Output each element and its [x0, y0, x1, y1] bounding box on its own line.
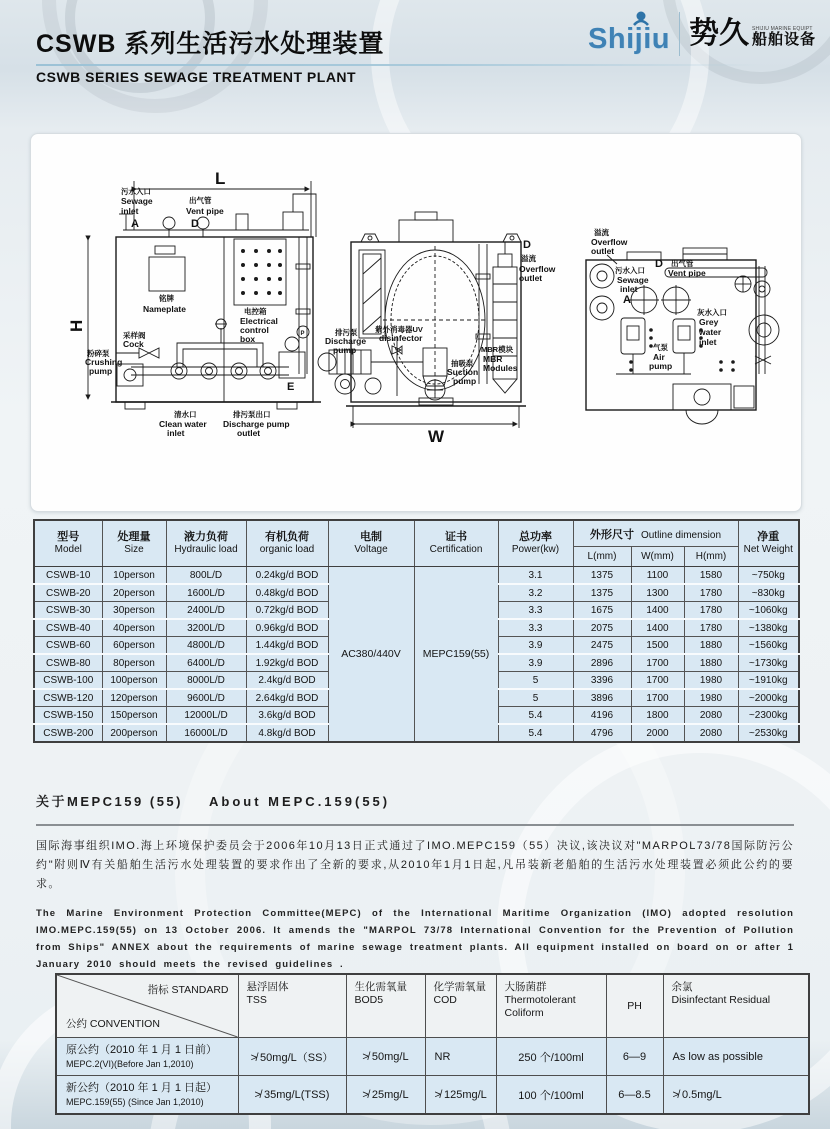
size-cell: 100person	[102, 672, 166, 690]
height-cell: 1780	[684, 619, 738, 637]
label-crushing-pump-en2: pump	[89, 366, 113, 376]
page-title-en: CSWB SERIES SEWAGE TREATMENT PLANT	[36, 69, 357, 85]
about-paragraph-zh: 国际海事组织IMO.海上环境保护委员会于2006年10月13日正式通过了IMO.MEPC159（55）决议,该决议对"MARPOL73/78国际防污公约"附则Ⅳ有关船舶生活污水处理装置的要求作出了全新的要求,从2010年1月1日起,凡吊装新老船舶的生活污水处理装置必须此公约的要求。	[36, 840, 794, 890]
top-air-zh: 气泵	[653, 343, 668, 352]
label-control-box-en1: Electrical	[240, 316, 278, 326]
power-cell: 3.9	[498, 654, 573, 672]
width-cell: 1700	[631, 689, 684, 707]
col-header-organic: 有机负荷 organic load	[246, 520, 328, 567]
size-cell: 10person	[102, 567, 166, 585]
mark-a: A	[131, 218, 139, 230]
power-cell: 3.3	[498, 619, 573, 637]
ph-value: 6—9	[606, 1038, 663, 1076]
bod-value: ≯ 50mg/L	[346, 1038, 425, 1076]
label-sewage-inlet-en: Sewage	[121, 196, 153, 206]
organic-load-cell: 3.6kg/d BOD	[246, 707, 328, 725]
label-clean-water-en2: inlet	[167, 428, 185, 438]
height-cell: 1880	[684, 637, 738, 655]
model-cell: CSWB-10	[34, 567, 102, 585]
organic-load-cell: 0.48kg/d BOD	[246, 584, 328, 602]
width-cell: 2000	[631, 724, 684, 742]
width-cell: 1500	[631, 637, 684, 655]
col-header-bod5: 生化需氧量 BOD5	[346, 974, 425, 1038]
title-divider	[36, 64, 763, 66]
length-cell: 1375	[573, 567, 631, 585]
front-view-drawing	[67, 169, 321, 438]
model-cell: CSWB-30	[34, 602, 102, 620]
label-discharge-outlet-en2: outlet	[237, 428, 261, 438]
label-uv-en: disinfector	[379, 333, 423, 343]
height-cell: 1780	[684, 602, 738, 620]
label-cock-zh: 采样阀	[123, 331, 146, 340]
col-header-tss: 悬浮固体 TSS	[238, 974, 346, 1038]
residual-value: ≯ 0.5mg/L	[663, 1076, 809, 1115]
label-sewage-inlet-zh: 污水入口	[121, 187, 151, 196]
height-cell: 2080	[684, 707, 738, 725]
top-grey-en1: Grey	[699, 317, 719, 327]
organic-load-cell: 0.72kg/d BOD	[246, 602, 328, 620]
hydraulic-load-cell: 1600L/D	[166, 584, 246, 602]
label-overflow-en1: Overflow	[519, 264, 556, 274]
size-cell: 30person	[102, 602, 166, 620]
model-cell: CSWB-60	[34, 637, 102, 655]
top-overflow-zh: 溢流	[594, 228, 609, 237]
spec-row	[34, 567, 799, 585]
length-cell: 3396	[573, 672, 631, 690]
length-cell: 1375	[573, 584, 631, 602]
label-control-box-en2: control	[240, 325, 269, 335]
width-cell: 1700	[631, 654, 684, 672]
corner-cell	[56, 974, 238, 1038]
size-cell: 20person	[102, 584, 166, 602]
length-cell: 4796	[573, 724, 631, 742]
label-sewage-inlet-en2: inlet	[121, 206, 139, 216]
model-cell: CSWB-120	[34, 689, 102, 707]
technical-drawing-panel	[30, 133, 802, 512]
tss-value: ≯ 35mg/L(TSS)	[238, 1076, 346, 1115]
model-cell: CSWB-80	[34, 654, 102, 672]
height-cell: 1980	[684, 689, 738, 707]
top-sewage-zh: 污水入口	[615, 266, 645, 275]
label-mbr-en1: MBR	[483, 354, 503, 364]
label-suction-pump-en2: pump	[453, 376, 477, 386]
height-cell: 1780	[684, 584, 738, 602]
top-grey-en2: water	[699, 327, 722, 337]
spec-table-body	[34, 567, 799, 743]
weight-cell: ~830kg	[738, 584, 799, 602]
length-cell: 4196	[573, 707, 631, 725]
size-cell: 200person	[102, 724, 166, 742]
about-section	[36, 791, 794, 983]
certification-cell: MEPC159(55)	[414, 567, 498, 743]
row-header: 新公约（2010 年 1 月 1 日起） MEPC.159(55) (Since Jan 1,2010)	[56, 1076, 238, 1115]
logo-person-icon	[632, 11, 650, 26]
organic-load-cell: 2.64kg/d BOD	[246, 689, 328, 707]
width-cell: 1800	[631, 707, 684, 725]
ph-value: 6—8.5	[606, 1076, 663, 1115]
model-cell: CSWB-100	[34, 672, 102, 690]
label-crushing-pump-en1: Crushing	[85, 357, 123, 367]
organic-load-cell: 1.92kg/d BOD	[246, 654, 328, 672]
length-cell: 3896	[573, 689, 631, 707]
length-cell: 2075	[573, 619, 631, 637]
hydraulic-load-cell: 12000L/D	[166, 707, 246, 725]
organic-load-cell: 2.4kg/d BOD	[246, 672, 328, 690]
residual-value: As low as possible	[663, 1038, 809, 1076]
weight-cell: ~2530kg	[738, 724, 799, 742]
size-cell: 60person	[102, 637, 166, 655]
length-cell: 2896	[573, 654, 631, 672]
side-view-drawing	[318, 212, 556, 446]
power-cell: 3.9	[498, 637, 573, 655]
label-discharge-pump-en2: pump	[333, 345, 357, 355]
col-header-size: 处理量 Size	[102, 520, 166, 567]
label-vent-pipe-zh: 出气管	[189, 196, 212, 205]
label-suction-pump-en1: Suction	[447, 367, 479, 377]
width-cell: 1300	[631, 584, 684, 602]
weight-cell: ~750kg	[738, 567, 799, 585]
dim-H: H	[67, 319, 86, 332]
col-header-certification: 证书 Certification	[414, 520, 498, 567]
organic-load-cell: 1.44kg/d BOD	[246, 637, 328, 655]
organic-load-cell: 4.8kg/d BOD	[246, 724, 328, 742]
top-vent-en: Vent pipe	[668, 268, 706, 278]
mark-e: E	[287, 381, 295, 393]
top-air-en2: pump	[649, 361, 673, 371]
col-header-ph: PH	[606, 974, 663, 1038]
top-overflow-en1: Overflow	[591, 237, 628, 247]
power-cell: 3.3	[498, 602, 573, 620]
label-mbr-zh: MBR模块	[481, 345, 514, 354]
height-cell: 1980	[684, 672, 738, 690]
company-logo	[588, 12, 816, 56]
logo-brand-text: Shijiu	[588, 22, 670, 55]
model-cell: CSWB-150	[34, 707, 102, 725]
power-cell: 3.2	[498, 584, 573, 602]
tss-value: ≯ 50mg/L（SS）	[238, 1038, 346, 1076]
length-cell: 2475	[573, 637, 631, 655]
col-header-outline: 外形尺寸 Outline dimension	[573, 520, 738, 547]
top-sewage-en2: inlet	[620, 284, 638, 294]
weight-cell: ~2000kg	[738, 689, 799, 707]
hydraulic-load-cell: 2400L/D	[166, 602, 246, 620]
label-clean-water-zh: 清水口	[174, 410, 197, 419]
label-discharge-outlet-zh: 排污泵出口	[233, 410, 271, 419]
label-discharge-pump-en1: Discharge	[325, 336, 367, 346]
control-panel-knobs	[241, 249, 282, 295]
label-overflow-en2: outlet	[519, 273, 543, 283]
weight-cell: ~2300kg	[738, 707, 799, 725]
label-suction-pump-zh: 抽吸泵	[451, 359, 474, 368]
label-nameplate-en: Nameplate	[143, 304, 186, 314]
page-title-zh: CSWB 系列生活污水处理装置	[36, 30, 385, 58]
label-cock-en: Cock	[123, 339, 144, 349]
top-view-drawing	[586, 227, 779, 424]
hydraulic-load-cell: 800L/D	[166, 567, 246, 585]
col-header-voltage: 电制 Voltage	[328, 520, 414, 567]
hydraulic-load-cell: 8000L/D	[166, 672, 246, 690]
bod-value: ≯ 25mg/L	[346, 1076, 425, 1115]
weight-cell: ~1730kg	[738, 654, 799, 672]
voltage-cell: AC380/440V	[328, 567, 414, 743]
power-cell: 5.4	[498, 724, 573, 742]
col-header-residual: 余氯 Disinfectant Residual	[663, 974, 809, 1038]
label-vent-pipe-en: Vent pipe	[186, 206, 224, 216]
width-cell: 1700	[631, 672, 684, 690]
top-grey-zh: 灰水入口	[697, 308, 727, 317]
top-air-en1: Air	[653, 352, 665, 362]
height-cell: 1880	[684, 654, 738, 672]
cod-value: NR	[425, 1038, 496, 1076]
about-paragraph-en: The Marine Environment Protection Committee(MEPC) of the International Maritime Organization (IMO) adopted resolution IMO.MEPC.159(55) on 13 October 2006. It amends the "MARPOL 73/78 International Convention for the Prevention of Pollution from Ships" ANNEX about the requirements of marine sewage treatment plants. All equipment installed on board on or after 1 January 2010 should meets the revised guidelines .	[36, 908, 794, 970]
size-cell: 40person	[102, 619, 166, 637]
weight-cell: ~1560kg	[738, 637, 799, 655]
about-heading-en: About MEPC.159(55)	[208, 794, 391, 809]
spec-table	[33, 519, 800, 743]
weight-cell: ~1910kg	[738, 672, 799, 690]
mark-d: D	[191, 218, 199, 230]
hydraulic-load-cell: 6400L/D	[166, 654, 246, 672]
hydraulic-load-cell: 4800L/D	[166, 637, 246, 655]
coliform-value: 250 个/100ml	[496, 1038, 606, 1076]
logo-sub-zh: 船舶设备	[751, 31, 816, 48]
label-mbr-en2: Modules	[483, 363, 518, 373]
logo-divider	[679, 12, 680, 56]
gauge-p: P	[300, 331, 305, 337]
hydraulic-load-cell: 3200L/D	[166, 619, 246, 637]
power-cell: 5	[498, 689, 573, 707]
size-cell: 120person	[102, 689, 166, 707]
top-grey-en3: inlet	[699, 337, 717, 347]
row-header: 原公约（2010 年 1 月 1 日前） MEPC.2(VI)(Before Jan 1,2010)	[56, 1038, 238, 1076]
label-discharge-pump-zh: 排污泵	[335, 328, 358, 337]
hydraulic-load-cell: 16000L/D	[166, 724, 246, 742]
weight-cell: ~1060kg	[738, 602, 799, 620]
col-header-width: W(mm)	[631, 547, 684, 567]
standard-row-old-convention	[56, 1038, 809, 1076]
label-discharge-outlet-en1: Discharge pump	[223, 419, 290, 429]
weight-cell: ~1380kg	[738, 619, 799, 637]
corner-convention-label: 公约 CONVENTION	[66, 1018, 160, 1030]
about-heading-zh: 关于MEPC159 (55)	[36, 794, 183, 809]
model-cell: CSWB-40	[34, 619, 102, 637]
col-header-model: 型号 Model	[34, 520, 102, 567]
model-cell: CSWB-20	[34, 584, 102, 602]
about-divider	[36, 824, 794, 826]
side-mark-d: D	[523, 239, 531, 251]
power-cell: 5.4	[498, 707, 573, 725]
corner-standard-label: 指标 STANDARD	[147, 984, 229, 996]
logo-tagline: SHIJIU MARINE EQUIPT	[751, 26, 813, 32]
top-mark-a: A	[623, 294, 631, 306]
dim-W: W	[428, 427, 445, 446]
col-header-power: 总功率 Power(kw)	[498, 520, 573, 567]
height-cell: 1580	[684, 567, 738, 585]
width-cell: 1400	[631, 619, 684, 637]
label-nameplate-zh: 铭牌	[159, 294, 174, 303]
organic-load-cell: 0.96kg/d BOD	[246, 619, 328, 637]
top-overflow-en2: outlet	[591, 246, 615, 256]
label-uv-zh: 紫外消毒器UV	[375, 325, 423, 334]
standard-row-new-convention	[56, 1076, 809, 1115]
organic-load-cell: 0.24kg/d BOD	[246, 567, 328, 585]
height-cell: 2080	[684, 724, 738, 742]
label-clean-water-en1: Clean water	[159, 419, 207, 429]
cod-value: ≯ 125mg/L	[425, 1076, 496, 1115]
hydraulic-load-cell: 9600L/D	[166, 689, 246, 707]
col-header-height: H(mm)	[684, 547, 738, 567]
width-cell: 1100	[631, 567, 684, 585]
label-crushing-pump-zh: 粉碎泵	[87, 349, 110, 358]
standard-table	[55, 973, 810, 1115]
top-sewage-en1: Sewage	[617, 275, 649, 285]
top-mark-d: D	[655, 258, 663, 270]
width-cell: 1400	[631, 602, 684, 620]
logo-wordmark	[588, 13, 670, 56]
power-cell: 5	[498, 672, 573, 690]
logo-brand-zh: 势久	[688, 17, 749, 50]
logo-chinese-block	[689, 19, 816, 49]
equipment-drawings	[31, 134, 799, 509]
col-header-length: L(mm)	[573, 547, 631, 567]
size-cell: 150person	[102, 707, 166, 725]
col-header-weight: 净重 Net Weight	[738, 520, 799, 567]
size-cell: 80person	[102, 654, 166, 672]
label-control-box-zh: 电控箱	[244, 307, 267, 316]
length-cell: 1675	[573, 602, 631, 620]
coliform-value: 100 个/100ml	[496, 1076, 606, 1115]
about-heading	[36, 791, 794, 810]
dim-L: L	[215, 169, 226, 188]
top-vent-zh: 出气管	[671, 259, 694, 268]
label-overflow-zh: 溢流	[521, 254, 536, 263]
col-header-hydraulic: 液力负荷 Hydraulic load	[166, 520, 246, 567]
col-header-coliform: 大肠菌群 Thermotolerant Coliform	[496, 974, 606, 1038]
model-cell: CSWB-200	[34, 724, 102, 742]
col-header-cod: 化学需氧量 COD	[425, 974, 496, 1038]
label-control-box-en3: box	[240, 334, 256, 344]
power-cell: 3.1	[498, 567, 573, 585]
